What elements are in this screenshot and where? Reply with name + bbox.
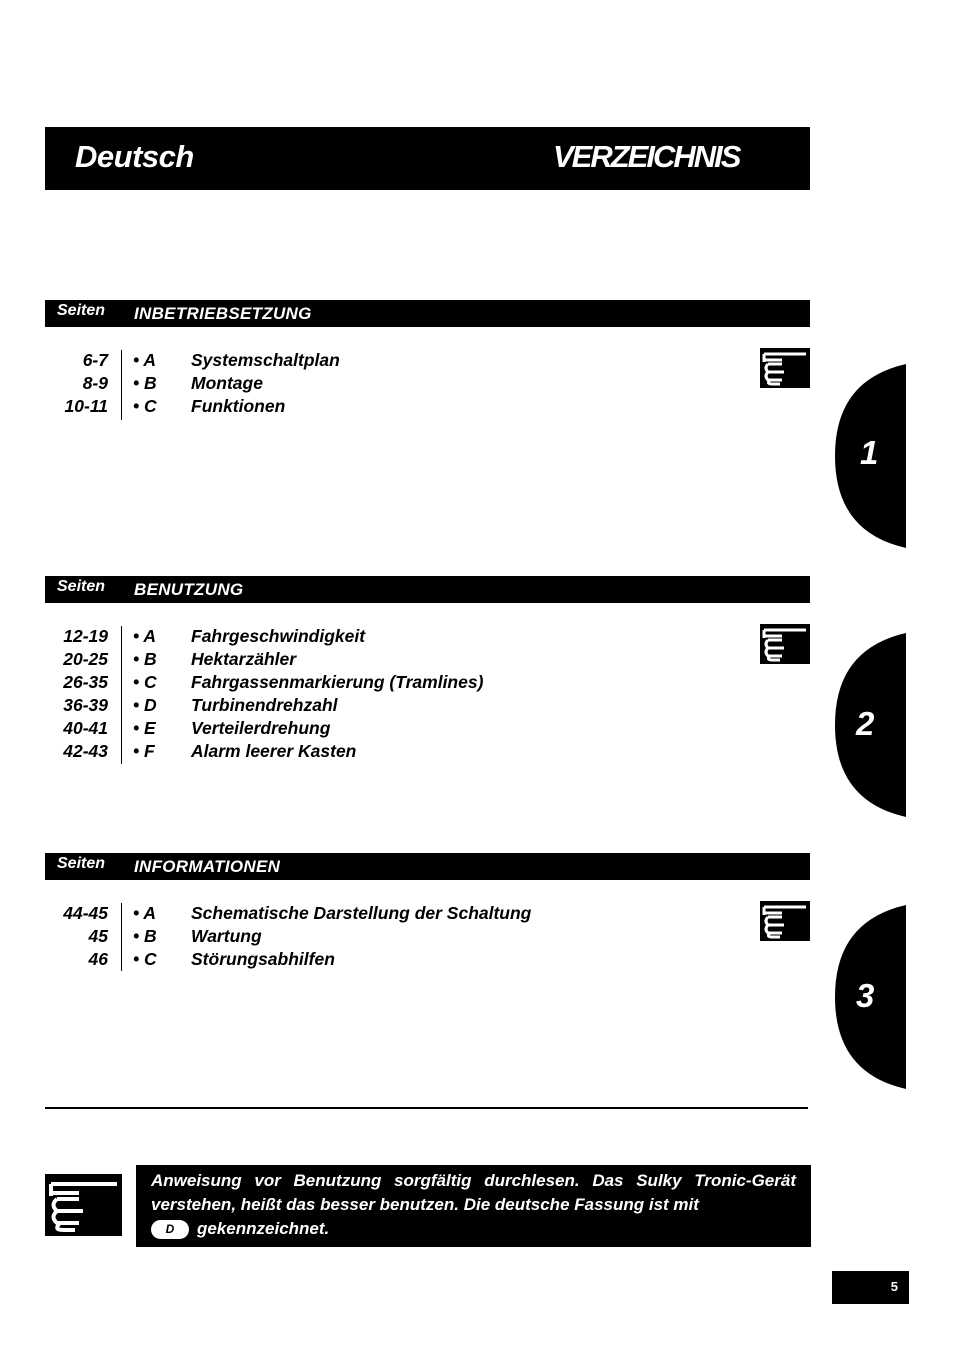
- seiten-label: Seiten: [57, 302, 106, 319]
- chapter-number: 1: [860, 434, 879, 471]
- section-inbetriebsetzung: [45, 300, 810, 418]
- page-number-box: [832, 1271, 909, 1304]
- item-letter: • F: [133, 741, 155, 761]
- pointing-hand-icon: [760, 901, 810, 941]
- page-range: 44-45: [63, 903, 108, 923]
- section-header: [45, 576, 810, 603]
- entry-list: [45, 349, 810, 418]
- title-bar: [45, 127, 810, 190]
- item-label: Verteilerdrehung: [191, 718, 331, 738]
- seiten-label: Seiten: [57, 855, 106, 872]
- note-text-block: [151, 1169, 796, 1241]
- page-range: 10-11: [64, 396, 108, 416]
- item-label: Systemschaltplan: [191, 350, 340, 370]
- note-text-end: gekennzeichnet.: [197, 1219, 330, 1238]
- section-heading: INBETRIEBSETZUNG: [134, 304, 312, 323]
- item-letter: • E: [133, 718, 156, 738]
- item-label: Wartung: [191, 926, 262, 946]
- item-letter: • A: [133, 903, 156, 923]
- item-label: Montage: [191, 373, 263, 393]
- list-item: [45, 671, 810, 694]
- chapter-number: 2: [856, 705, 875, 742]
- item-letter: • C: [133, 949, 157, 969]
- list-item: [45, 740, 810, 763]
- pointing-hand-icon: [45, 1174, 122, 1236]
- list-item: [45, 349, 810, 372]
- item-letter: • A: [133, 626, 156, 646]
- page-range: 20-25: [63, 649, 108, 669]
- page-range: 46: [88, 949, 108, 969]
- page-range: 12-19: [63, 626, 108, 646]
- list-item: [45, 902, 810, 925]
- section-heading: INFORMATIONEN: [134, 857, 281, 876]
- list-item: [45, 648, 810, 671]
- page-range: 40-41: [63, 718, 108, 738]
- page-title: VERZEICHNIS: [553, 139, 740, 174]
- page-number: 5: [890, 1279, 898, 1294]
- note-text: Anweisung vor Benutzung sorgfältig durchlesen. Das Sulky Tronic-Gerät verstehen, heißt das besser benutzen. Die deutsche Fassung ist mit: [151, 1171, 796, 1214]
- entry-list: [45, 902, 810, 971]
- section-header: [45, 300, 810, 327]
- item-letter: • D: [133, 695, 157, 715]
- item-label: Turbinendrehzahl: [191, 695, 338, 715]
- section-informationen: [45, 853, 810, 971]
- item-label: Schematische Darstellung der Schaltung: [191, 903, 532, 923]
- item-letter: • B: [133, 926, 157, 946]
- item-letter: • A: [133, 350, 156, 370]
- page-range: 42-43: [63, 741, 108, 761]
- language-badge: D: [151, 1220, 189, 1239]
- list-item: [45, 694, 810, 717]
- page-range: 6-7: [82, 350, 108, 370]
- page-range: 36-39: [63, 695, 108, 715]
- item-letter: • B: [133, 373, 157, 393]
- item-letter: • C: [133, 396, 157, 416]
- list-item: [45, 625, 810, 648]
- section-heading: BENUTZUNG: [134, 580, 244, 599]
- page-range: 26-35: [63, 672, 108, 692]
- entry-list: [45, 625, 810, 763]
- item-label: Störungsabhilfen: [191, 949, 335, 969]
- language-label: Deutsch: [75, 139, 194, 174]
- item-label: Hektarzähler: [191, 649, 297, 669]
- page-range: 8-9: [82, 373, 108, 393]
- seiten-label: Seiten: [57, 578, 106, 595]
- item-label: Fahrgassenmarkierung (Tramlines): [191, 672, 484, 692]
- divider-rule: [45, 1107, 808, 1109]
- list-item: [45, 948, 810, 971]
- list-item: [45, 717, 810, 740]
- section-header: [45, 853, 810, 880]
- item-label: Alarm leerer Kasten: [191, 741, 357, 761]
- list-item: [45, 372, 810, 395]
- page-range: 45: [88, 926, 108, 946]
- list-item: [45, 395, 810, 418]
- pointing-hand-icon: [760, 624, 810, 664]
- pointing-hand-icon: [760, 348, 810, 388]
- list-item: [45, 925, 810, 948]
- item-label: Fahrgeschwindigkeit: [191, 626, 366, 646]
- item-letter: • C: [133, 672, 157, 692]
- item-letter: • B: [133, 649, 157, 669]
- chapter-number: 3: [856, 977, 875, 1014]
- item-label: Funktionen: [191, 396, 286, 416]
- section-benutzung: [45, 576, 810, 763]
- instruction-note: [136, 1165, 811, 1247]
